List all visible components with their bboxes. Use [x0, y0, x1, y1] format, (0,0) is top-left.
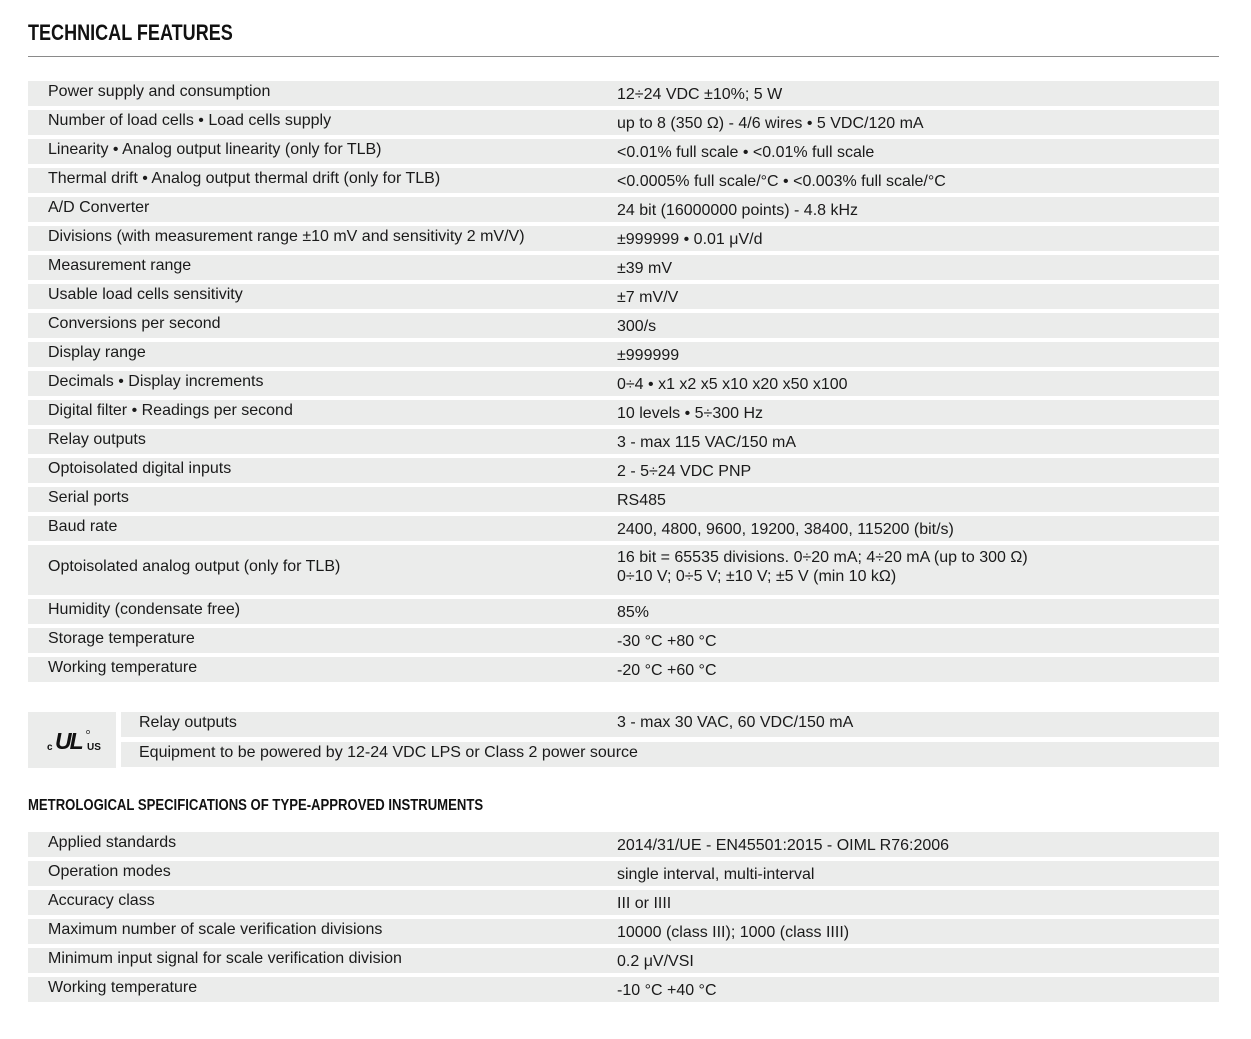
spec-label: Working temperature — [48, 659, 198, 676]
spec-label: Maximum number of scale verification divisions — [48, 921, 383, 938]
metrological-table — [28, 832, 1219, 1006]
spec-value: 2400, 4800, 9600, 19200, 38400, 115200 (bit/s) — [617, 521, 954, 538]
ul-spec-row — [121, 712, 1219, 737]
spec-label: Digital filter • Readings per second — [48, 402, 293, 419]
ul-logo-cell — [28, 712, 116, 768]
spec-row — [28, 400, 1219, 425]
spec-label: Usable load cells sensitivity — [48, 286, 243, 303]
spec-row — [28, 313, 1219, 338]
spec-row — [28, 657, 1219, 682]
spec-row — [28, 890, 1219, 915]
spec-value: -10 °C +40 °C — [617, 982, 717, 999]
cul-us-logo-icon — [46, 728, 104, 754]
ul-logo-c: c — [47, 742, 53, 753]
spec-value: 85% — [617, 604, 650, 621]
spec-value: 300/s — [617, 318, 657, 335]
registered-icon — [86, 730, 89, 733]
spec-label: Serial ports — [48, 489, 129, 506]
spec-label: Accuracy class — [48, 892, 155, 909]
ul-spec-value: 3 - max 30 VAC, 60 VDC/150 mA — [617, 714, 854, 731]
technical-features-table — [28, 81, 1219, 686]
spec-value: single interval, multi-interval — [617, 866, 815, 883]
spec-value: 2 - 5÷24 VDC PNP — [617, 463, 752, 480]
spec-value: -30 °C +80 °C — [617, 633, 717, 650]
spec-label: Relay outputs — [48, 431, 146, 448]
spec-label: Number of load cells • Load cells supply — [48, 112, 332, 129]
spec-value: ±7 mV/V — [617, 289, 679, 306]
spec-value: 3 - max 115 VAC/150 mA — [617, 434, 797, 451]
spec-value: RS485 — [617, 492, 666, 509]
spec-row — [28, 342, 1219, 367]
spec-value-line: 16 bit = 65535 divisions. 0÷20 mA; 4÷20 mA (up to 300 Ω) — [617, 549, 1028, 566]
spec-value: ±39 mV — [617, 260, 673, 277]
spec-row — [28, 861, 1219, 886]
spec-row — [28, 197, 1219, 222]
spec-row — [28, 919, 1219, 944]
ul-certification-block — [28, 712, 1219, 768]
spec-row — [28, 226, 1219, 251]
spec-value: up to 8 (350 Ω) - 4/6 wires • 5 VDC/120 mA — [617, 115, 924, 132]
ul-spec-row — [121, 742, 1219, 767]
spec-label: Working temperature — [48, 979, 198, 996]
spec-label: Humidity (condensate free) — [48, 601, 241, 618]
spec-value: ±999999 • 0.01 μV/d — [617, 231, 763, 248]
ul-spec-label: Relay outputs — [139, 714, 237, 731]
spec-row — [28, 110, 1219, 135]
spec-label: A/D Converter — [48, 199, 150, 216]
ul-spec-note: Equipment to be powered by 12-24 VDC LPS or Class 2 power source — [139, 744, 638, 761]
spec-label: Minimum input signal for scale verification division — [48, 950, 402, 967]
spec-value: -20 °C +60 °C — [617, 662, 717, 679]
spec-value: 10000 (class III); 1000 (class IIII) — [617, 924, 850, 941]
spec-value: ±999999 — [617, 347, 680, 364]
spec-value: 0÷4 • x1 x2 x5 x10 x20 x50 x100 — [617, 376, 848, 393]
spec-value: 10 levels • 5÷300 Hz — [617, 405, 764, 422]
spec-row — [28, 628, 1219, 653]
spec-value: 2014/31/UE - EN45501:2015 - OIML R76:2006 — [617, 837, 950, 854]
spec-label: Optoisolated analog output (only for TLB) — [48, 558, 341, 575]
spec-value-line: 0÷10 V; 0÷5 V; ±10 V; ±5 V (min 10 kΩ) — [617, 568, 897, 585]
spec-row — [28, 545, 1219, 595]
technical-features-title: TECHNICAL FEATURES — [28, 20, 233, 45]
spec-label: Baud rate — [48, 518, 118, 535]
spec-value: 24 bit (16000000 points) - 4.8 kHz — [617, 202, 859, 219]
spec-row — [28, 458, 1219, 483]
title-divider — [28, 56, 1219, 57]
spec-row — [28, 284, 1219, 309]
spec-row — [28, 516, 1219, 541]
spec-row — [28, 429, 1219, 454]
spec-label: Linearity • Analog output linearity (only for TLB) — [48, 141, 382, 158]
spec-label: Power supply and consumption — [48, 83, 271, 100]
spec-value: <0.0005% full scale/°C • <0.003% full scale/°C — [617, 173, 946, 190]
spec-row — [28, 81, 1219, 106]
spec-row — [28, 487, 1219, 512]
spec-value: 12÷24 VDC ±10%; 5 W — [617, 86, 783, 103]
spec-label: Operation modes — [48, 863, 171, 880]
metrological-title: METROLOGICAL SPECIFICATIONS OF TYPE-APPROVED INSTRUMENTS — [28, 797, 484, 814]
spec-row — [28, 139, 1219, 164]
spec-label: Decimals • Display increments — [48, 373, 264, 390]
spec-row — [28, 977, 1219, 1002]
spec-label: Display range — [48, 344, 146, 361]
spec-label: Applied standards — [48, 834, 177, 851]
spec-label: Optoisolated digital inputs — [48, 460, 232, 477]
ul-logo-mark: UL — [55, 728, 82, 754]
spec-value: <0.01% full scale • <0.01% full scale — [617, 144, 875, 161]
spec-row — [28, 168, 1219, 193]
spec-row — [28, 599, 1219, 624]
spec-row — [28, 255, 1219, 280]
spec-value — [617, 548, 1028, 586]
spec-label: Divisions (with measurement range ±10 mV and sensitivity 2 mV/V) — [48, 228, 525, 245]
spec-row — [28, 371, 1219, 396]
spec-value: III or IIII — [617, 895, 672, 912]
spec-row — [28, 832, 1219, 857]
spec-label: Measurement range — [48, 257, 192, 274]
spec-label: Storage temperature — [48, 630, 195, 647]
spec-value: 0.2 μV/VSI — [617, 953, 694, 970]
spec-row — [28, 948, 1219, 973]
spec-label: Conversions per second — [48, 315, 221, 332]
ul-logo-us: US — [87, 742, 101, 753]
spec-label: Thermal drift • Analog output thermal drift (only for TLB) — [48, 170, 441, 187]
